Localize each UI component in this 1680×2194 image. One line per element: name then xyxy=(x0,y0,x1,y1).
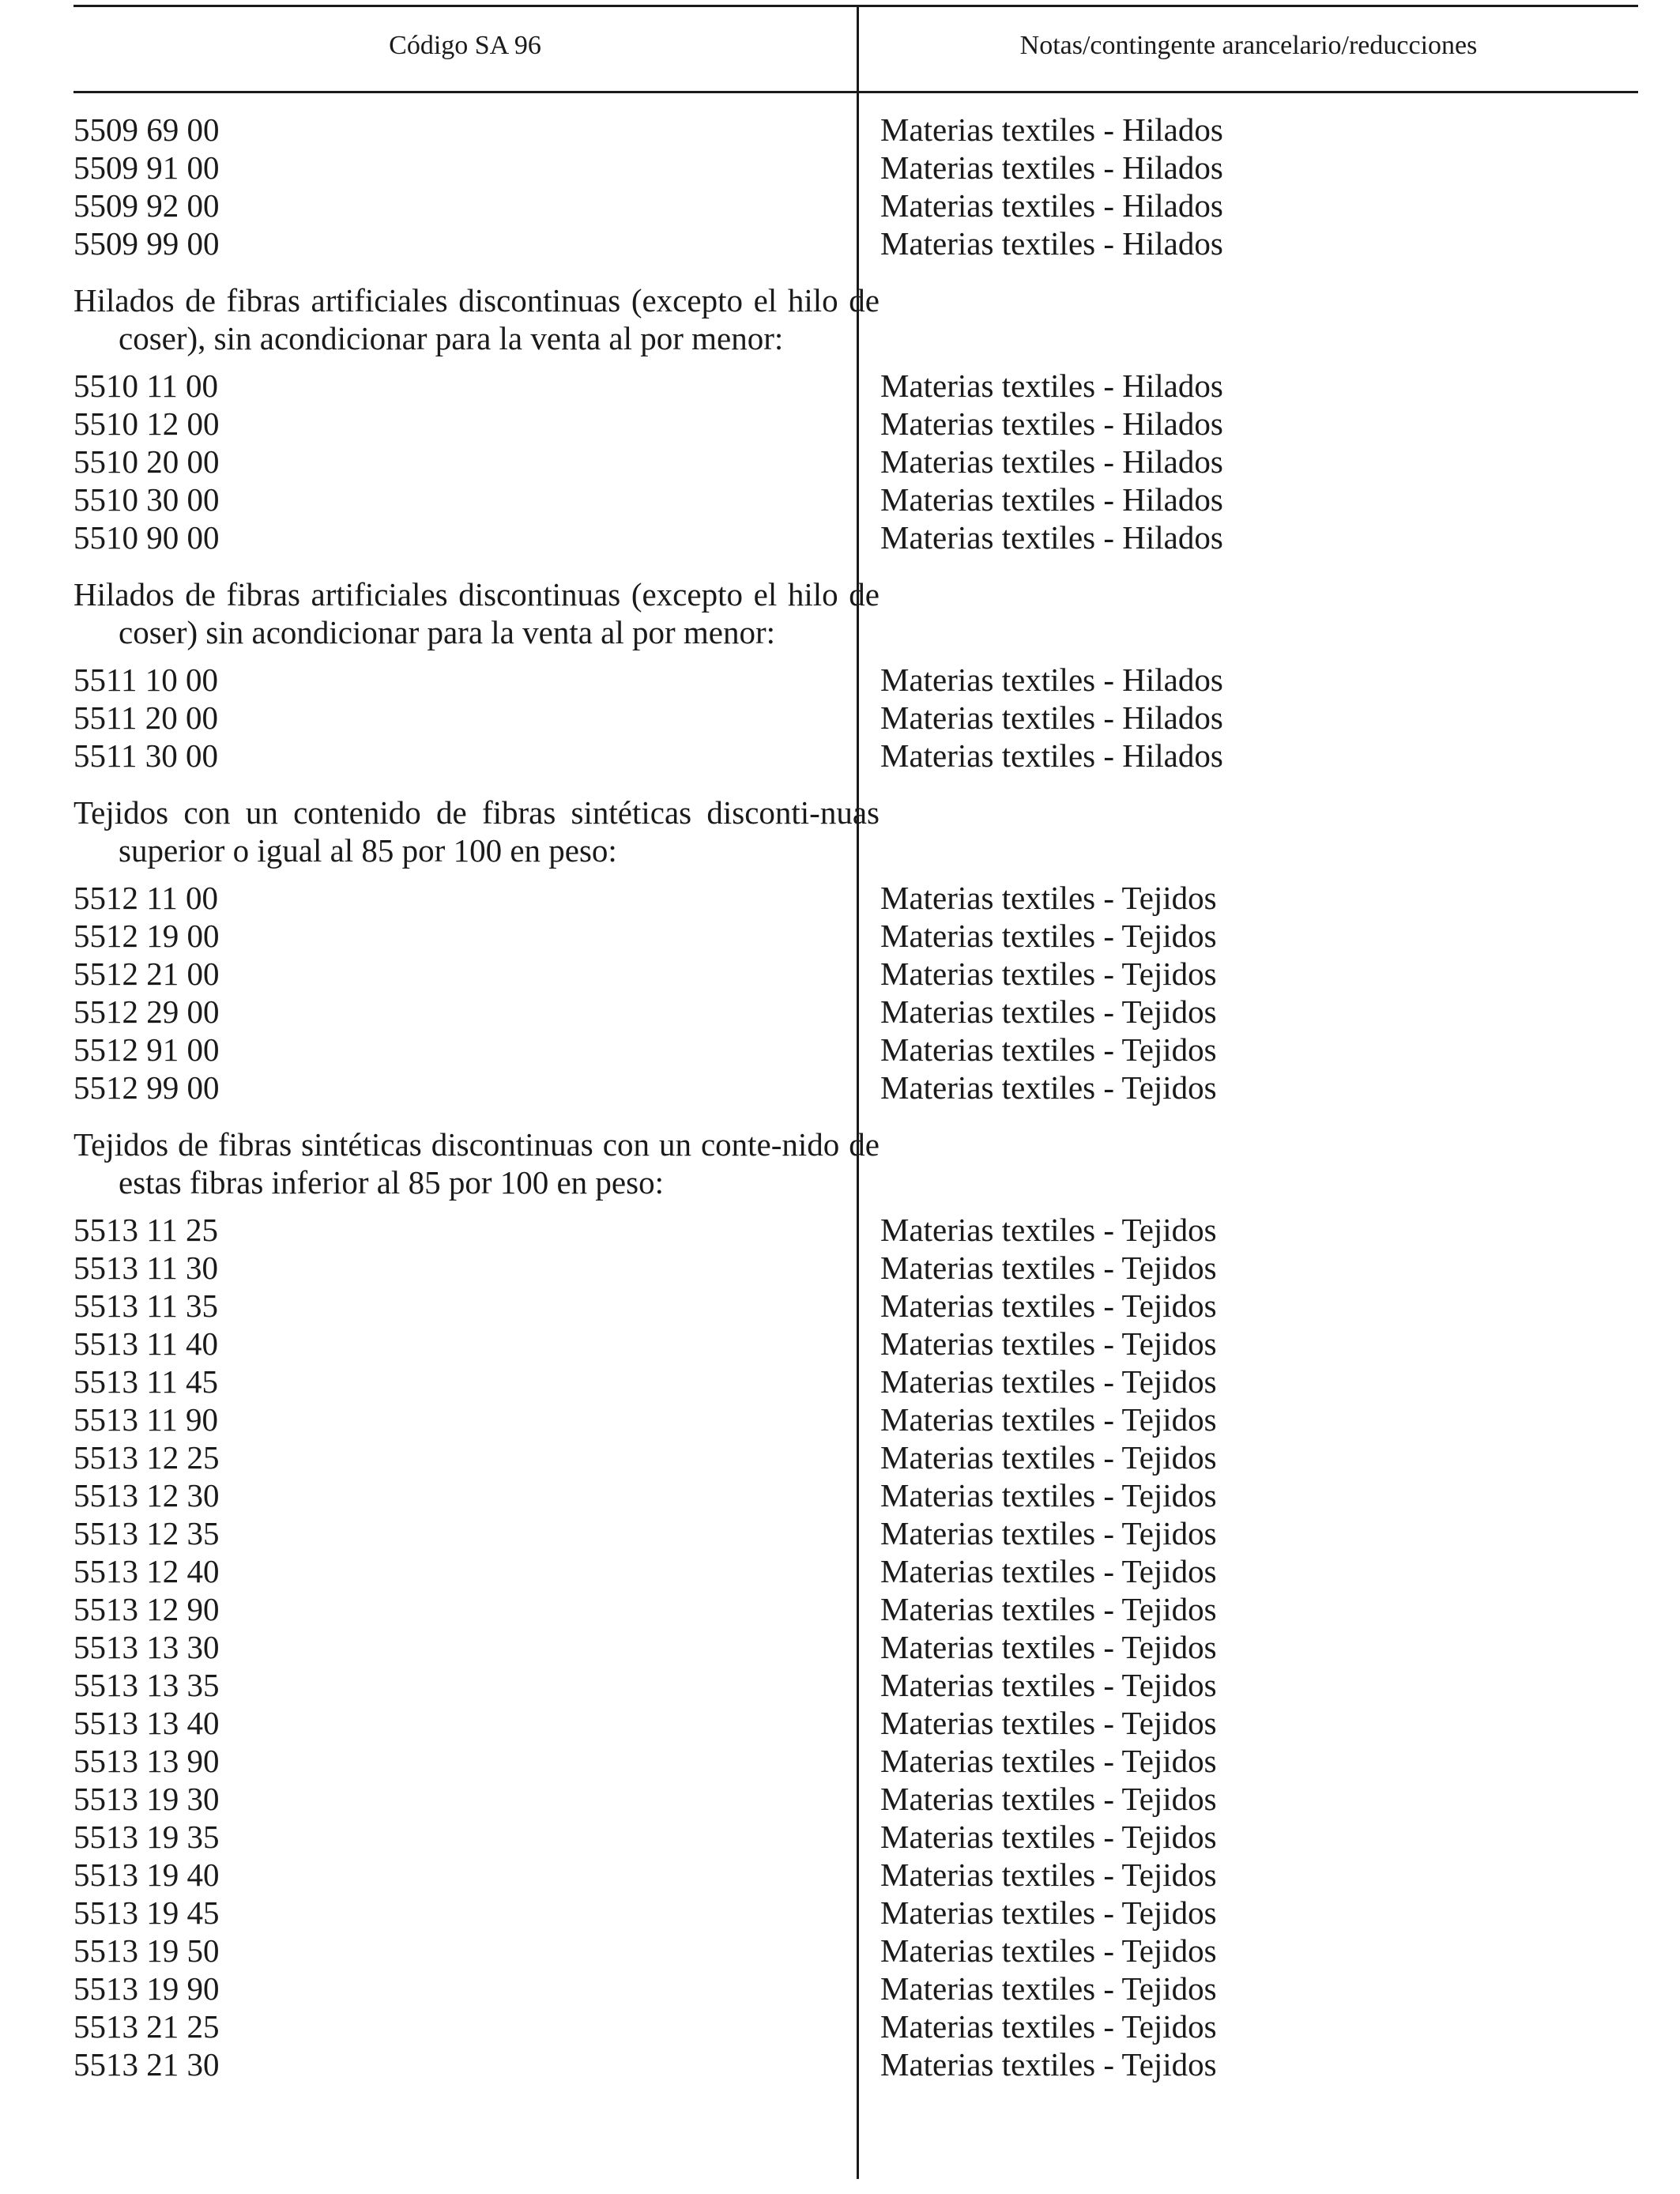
hs-code: 5513 11 40 xyxy=(73,1325,218,1362)
table-row xyxy=(0,1325,1680,1363)
table-row xyxy=(0,1970,1680,2007)
header-rule xyxy=(73,91,1638,93)
tariff-note: Materias textiles - Tejidos xyxy=(880,1250,1217,1286)
tariff-note: Materias textiles - Tejidos xyxy=(880,918,1217,954)
tariff-note: Materias textiles - Hilados xyxy=(880,737,1223,774)
hs-code: 5509 91 00 xyxy=(73,149,220,186)
tariff-note: Materias textiles - Hilados xyxy=(880,699,1223,736)
tariff-note: Materias textiles - Tejidos xyxy=(880,880,1217,916)
tariff-note: Materias textiles - Tejidos xyxy=(880,2008,1217,2045)
hs-code: 5511 30 00 xyxy=(73,737,218,774)
hs-code: 5512 19 00 xyxy=(73,918,220,954)
table-row xyxy=(0,2045,1680,2083)
hs-code: 5511 20 00 xyxy=(73,699,218,736)
tariff-note: Materias textiles - Tejidos xyxy=(880,1439,1217,1476)
tariff-note: Materias textiles - Tejidos xyxy=(880,993,1217,1030)
table-row xyxy=(0,111,1680,149)
table-row xyxy=(0,1363,1680,1400)
hs-code: 5513 12 35 xyxy=(73,1515,220,1551)
hs-code: 5513 11 25 xyxy=(73,1212,218,1248)
hs-code: 5512 21 00 xyxy=(73,956,220,992)
tariff-note: Materias textiles - Tejidos xyxy=(880,1667,1217,1703)
tariff-note: Materias textiles - Hilados xyxy=(880,519,1223,556)
column-header-code: Código SA 96 xyxy=(389,30,541,60)
hs-code: 5513 12 25 xyxy=(73,1439,220,1476)
hs-code: 5513 19 90 xyxy=(73,1970,220,2007)
tariff-note: Materias textiles - Tejidos xyxy=(880,2046,1217,2083)
table-row xyxy=(0,1742,1680,1780)
table-row xyxy=(0,917,1680,955)
hs-code: 5510 90 00 xyxy=(73,519,220,556)
tariff-note: Materias textiles - Tejidos xyxy=(880,1743,1217,1779)
table-row xyxy=(0,149,1680,187)
table-row xyxy=(0,1211,1680,1249)
hs-code: 5509 99 00 xyxy=(73,225,220,262)
hs-code: 5509 69 00 xyxy=(73,111,220,148)
tariff-note: Materias textiles - Tejidos xyxy=(880,956,1217,992)
table-row xyxy=(0,1590,1680,1628)
tariff-note: Materias textiles - Tejidos xyxy=(880,1363,1217,1400)
tariff-note: Materias textiles - Tejidos xyxy=(880,1069,1217,1106)
table-row xyxy=(0,1552,1680,1590)
table-row xyxy=(0,737,1680,775)
hs-code: 5513 13 90 xyxy=(73,1743,220,1779)
hs-code: 5512 91 00 xyxy=(73,1031,220,1068)
table-row xyxy=(0,1704,1680,1742)
table-row xyxy=(0,187,1680,224)
section-heading: Hilados de fibras artificiales discontinuas (excepto el hilo de coser), sin acondicionar para la venta al por menor: xyxy=(73,282,880,356)
hs-code: 5513 21 30 xyxy=(73,2046,220,2083)
table-row xyxy=(0,1666,1680,1704)
tariff-note: Materias textiles - Tejidos xyxy=(880,1970,1217,2007)
hs-code: 5510 30 00 xyxy=(73,481,220,518)
tariff-note: Materias textiles - Hilados xyxy=(880,662,1223,698)
section-heading: Tejidos con un contenido de fibras sintéticas disconti-nuas superior o igual al 85 por 100 en peso: xyxy=(73,794,880,869)
table-row xyxy=(0,1400,1680,1438)
tariff-note: Materias textiles - Tejidos xyxy=(880,1515,1217,1551)
table-row xyxy=(0,518,1680,556)
hs-code: 5513 11 30 xyxy=(73,1250,218,1286)
tariff-note: Materias textiles - Tejidos xyxy=(880,1401,1217,1438)
tariff-note: Materias textiles - Tejidos xyxy=(880,1591,1217,1627)
table-row xyxy=(0,1628,1680,1666)
table-row xyxy=(0,661,1680,699)
section-heading: Hilados de fibras artificiales discontinuas (excepto el hilo de coser) sin acondicionar para la venta al por menor: xyxy=(73,576,880,650)
tariff-note: Materias textiles - Tejidos xyxy=(880,1932,1217,1969)
hs-code: 5512 11 00 xyxy=(73,880,218,916)
tariff-note: Materias textiles - Hilados xyxy=(880,481,1223,518)
hs-code: 5512 29 00 xyxy=(73,993,220,1030)
tariff-note: Materias textiles - Hilados xyxy=(880,149,1223,186)
table-row xyxy=(0,1856,1680,1894)
tariff-note: Materias textiles - Hilados xyxy=(880,443,1223,480)
hs-code: 5510 20 00 xyxy=(73,443,220,480)
hs-code: 5513 11 35 xyxy=(73,1287,218,1324)
tariff-note: Materias textiles - Tejidos xyxy=(880,1781,1217,1817)
table-body xyxy=(0,111,1680,2083)
tariff-note: Materias textiles - Tejidos xyxy=(880,1325,1217,1362)
table-row xyxy=(0,1894,1680,1932)
hs-code: 5513 19 50 xyxy=(73,1932,220,1969)
tariff-note: Materias textiles - Tejidos xyxy=(880,1553,1217,1589)
table-row xyxy=(0,1780,1680,1818)
hs-code: 5513 21 25 xyxy=(73,2008,220,2045)
hs-code: 5513 12 40 xyxy=(73,1553,220,1589)
hs-code: 5513 13 35 xyxy=(73,1667,220,1703)
tariff-note: Materias textiles - Tejidos xyxy=(880,1894,1217,1931)
table-row xyxy=(0,1476,1680,1514)
table-row xyxy=(0,1287,1680,1325)
tariff-note: Materias textiles - Tejidos xyxy=(880,1705,1217,1741)
table-row xyxy=(0,1249,1680,1287)
hs-code: 5513 12 30 xyxy=(73,1477,220,1514)
table-row xyxy=(0,993,1680,1031)
table-row xyxy=(0,955,1680,993)
tariff-note: Materias textiles - Hilados xyxy=(880,368,1223,404)
table-row xyxy=(0,405,1680,443)
tariff-note: Materias textiles - Tejidos xyxy=(880,1031,1217,1068)
table-row xyxy=(0,1031,1680,1069)
hs-code: 5513 13 30 xyxy=(73,1629,220,1665)
hs-code: 5513 13 40 xyxy=(73,1705,220,1741)
hs-code: 5510 11 00 xyxy=(73,368,218,404)
table-row xyxy=(0,443,1680,481)
tariff-note: Materias textiles - Tejidos xyxy=(880,1477,1217,1514)
hs-code: 5511 10 00 xyxy=(73,662,218,698)
tariff-note: Materias textiles - Hilados xyxy=(880,187,1223,224)
tariff-note: Materias textiles - Hilados xyxy=(880,225,1223,262)
tariff-note: Materias textiles - Hilados xyxy=(880,111,1223,148)
hs-code: 5513 11 45 xyxy=(73,1363,218,1400)
tariff-note: Materias textiles - Hilados xyxy=(880,405,1223,442)
table-row xyxy=(0,1514,1680,1552)
table-row xyxy=(0,1438,1680,1476)
table-row xyxy=(0,1932,1680,1970)
table-row xyxy=(0,1818,1680,1856)
hs-code: 5513 19 45 xyxy=(73,1894,220,1931)
hs-code: 5512 99 00 xyxy=(73,1069,220,1106)
tariff-note: Materias textiles - Tejidos xyxy=(880,1212,1217,1248)
tariff-note: Materias textiles - Tejidos xyxy=(880,1819,1217,1855)
table-row xyxy=(0,879,1680,917)
hs-code: 5513 19 35 xyxy=(73,1819,220,1855)
hs-code: 5513 11 90 xyxy=(73,1401,218,1438)
table-row xyxy=(0,481,1680,518)
hs-code: 5513 19 40 xyxy=(73,1857,220,1893)
table-row xyxy=(0,367,1680,405)
table-row xyxy=(0,224,1680,262)
hs-code: 5513 19 30 xyxy=(73,1781,220,1817)
tariff-note: Materias textiles - Tejidos xyxy=(880,1287,1217,1324)
table-row xyxy=(0,1069,1680,1106)
hs-code: 5513 12 90 xyxy=(73,1591,220,1627)
table-row xyxy=(0,699,1680,737)
hs-code: 5510 12 00 xyxy=(73,405,220,442)
tariff-note: Materias textiles - Tejidos xyxy=(880,1857,1217,1893)
section-heading: Tejidos de fibras sintéticas discontinuas con un conte-nido de estas fibras inferior al 85 por 100 en peso: xyxy=(73,1126,880,1201)
column-header-notes: Notas/contingente arancelario/reducciones xyxy=(1019,30,1478,60)
tariff-note: Materias textiles - Tejidos xyxy=(880,1629,1217,1665)
table-row xyxy=(0,2007,1680,2045)
hs-code: 5509 92 00 xyxy=(73,187,220,224)
